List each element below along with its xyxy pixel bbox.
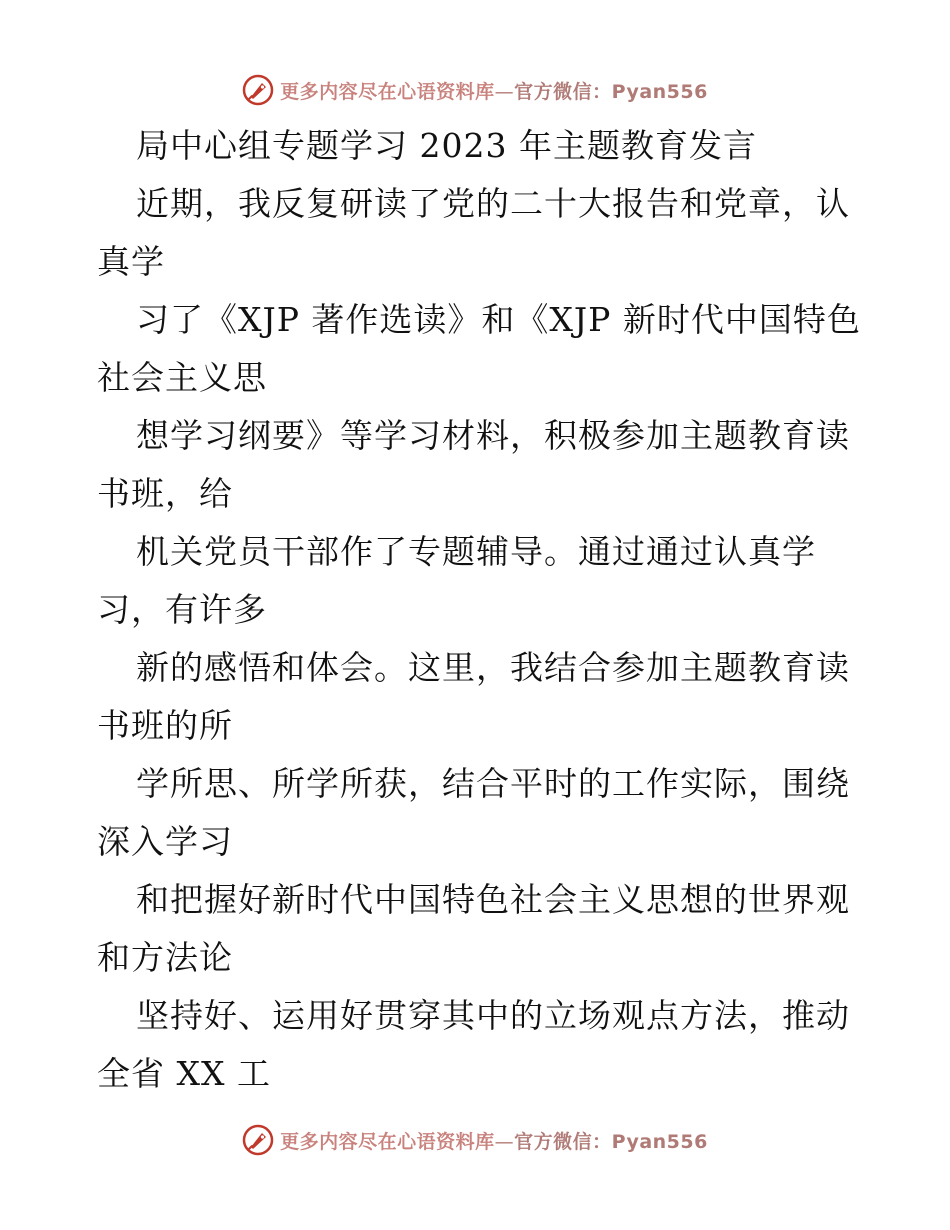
document-line: 和方法论 [97,938,233,977]
document-title: 局中心组专题学习 2023 年主题教育发言 [136,126,757,165]
document-line: 坚持好、运用好贯穿其中的立场观点方法，推动 [136,996,850,1035]
footer-banner-main: 更多内容尽在心语资料库 [280,1130,495,1153]
pen-nib-logo-icon [242,74,274,106]
document-line: 机关党员干部作了专题辅导。通过通过认真学 [136,532,816,571]
footer-banner-contact-label: 官方微信： [514,1130,612,1153]
document-line: 深入学习 [97,822,233,861]
header-banner-contact-label: 官方微信： [514,80,612,103]
header-banner-text [280,77,708,104]
document-line: 习了《XJP 著作选读》和《XJP 新时代中国特色 [136,300,861,339]
document-line: 学所思、所学所获，结合平时的工作实际，围绕 [136,764,850,803]
document-line: 和把握好新时代中国特色社会主义思想的世界观 [136,880,850,919]
footer-banner-contact-id: Pyan556 [611,1130,708,1153]
document-line: 书班的所 [97,706,233,745]
footer-banner-dash: — [494,1130,515,1153]
document-line: 真学 [97,242,165,281]
document-line: 全省 XX 工 [97,1054,271,1093]
document-line: 新的感悟和体会。这里，我结合参加主题教育读 [136,648,850,687]
pen-nib-logo-icon [242,1124,274,1156]
header-banner-main: 更多内容尽在心语资料库 [280,80,495,103]
document-line: 书班，给 [97,474,233,513]
header-banner-dash: — [494,80,515,103]
document-line: 社会主义思 [97,358,267,397]
document-line: 习，有许多 [97,590,267,629]
header-banner [0,70,950,110]
header-banner-contact-id: Pyan556 [611,80,708,103]
document-line: 想学习纲要》等学习材料，积极参加主题教育读 [136,416,850,455]
footer-banner [0,1120,950,1160]
document-line: 近期，我反复研读了党的二十大报告和党章，认 [136,184,850,223]
footer-banner-text [280,1127,708,1154]
